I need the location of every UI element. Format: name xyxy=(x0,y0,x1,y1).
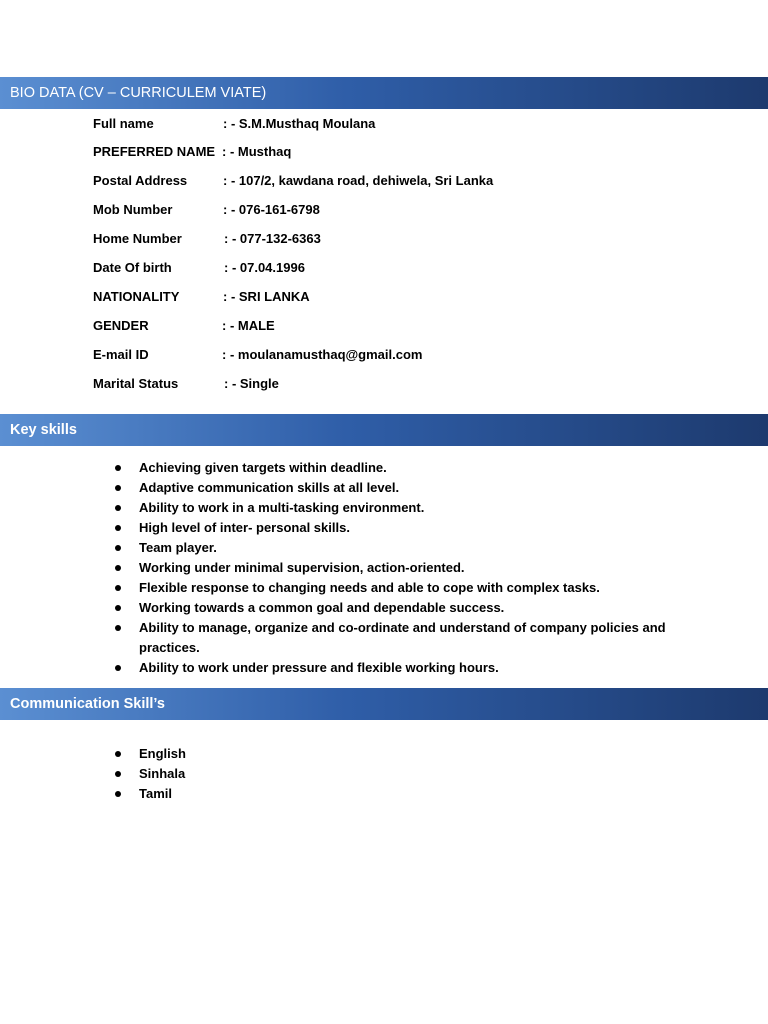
bio-label: Postal Address xyxy=(93,173,188,188)
bio-label: Home Number xyxy=(93,231,182,246)
communication-skills-list xyxy=(0,744,768,804)
bullet-icon xyxy=(115,585,121,591)
key-skills-list xyxy=(0,458,768,678)
bio-label: PREFERRED NAME xyxy=(93,144,216,159)
bio-value: : - SRI LANKA xyxy=(223,289,310,304)
list-item xyxy=(0,744,699,764)
bullet-icon xyxy=(115,665,121,671)
bio-value: : - 107/2, kawdana road, dehiwela, Sri Lanka xyxy=(223,173,494,188)
bullet-icon xyxy=(115,771,121,777)
skill-text: Ability to work in a multi-tasking environment. xyxy=(139,500,425,515)
bio-label: GENDER xyxy=(93,318,149,333)
skill-text: Flexible response to changing needs and able to cope with complex tasks. xyxy=(139,580,600,595)
skill-text: Achieving given targets within deadline. xyxy=(139,460,387,475)
list-item xyxy=(0,764,699,784)
skill-text: Working towards a common goal and dependable success. xyxy=(139,600,505,615)
language-text: Sinhala xyxy=(139,766,186,781)
bio-value: : - Musthaq xyxy=(222,144,292,159)
bio-label: Marital Status xyxy=(93,376,179,391)
skill-text: Ability to work under pressure and flexible working hours. xyxy=(139,660,499,675)
list-item xyxy=(0,618,699,658)
list-item xyxy=(0,518,699,538)
list-item xyxy=(0,578,699,598)
language-text: English xyxy=(139,746,186,761)
bio-value: : - 077-132-6363 xyxy=(224,231,321,246)
bullet-icon xyxy=(115,465,121,471)
bullet-icon xyxy=(115,751,121,757)
bio-label: Full name xyxy=(93,116,154,131)
skill-text: Team player. xyxy=(139,540,217,555)
bullet-icon xyxy=(115,791,121,797)
skill-text: Adaptive communication skills at all level. xyxy=(139,480,400,495)
bio-value: : - 07.04.1996 xyxy=(224,260,305,275)
skill-text: Working under minimal supervision, action-oriented. xyxy=(139,560,465,575)
bullet-icon xyxy=(115,565,121,571)
bio-value: : - 076-161-6798 xyxy=(223,202,320,217)
bio-value: : - moulanamusthaq@gmail.com xyxy=(222,347,423,362)
bio-data-header: BIO DATA (CV – CURRICULEM VIATE) xyxy=(0,77,768,109)
bio-value: : - MALE xyxy=(222,318,275,333)
bio-label: Date Of birth xyxy=(93,260,172,275)
skill-text: High level of inter- personal skills. xyxy=(139,520,350,535)
bullet-icon xyxy=(115,505,121,511)
bullet-icon xyxy=(115,525,121,531)
bio-value: : - S.M.Musthaq Moulana xyxy=(223,116,376,131)
bullet-icon xyxy=(115,605,121,611)
list-item xyxy=(0,784,699,804)
list-item xyxy=(0,458,699,478)
bio-value: : - Single xyxy=(224,376,279,391)
bullet-icon xyxy=(115,545,121,551)
list-item xyxy=(0,478,699,498)
language-text: Tamil xyxy=(139,786,172,801)
skill-text: Ability to manage, organize and co-ordinate and understand of company policies and practices. xyxy=(139,620,666,655)
communication-skills-header: Communication Skill’s xyxy=(0,688,768,720)
bio-label: Mob Number xyxy=(93,202,173,217)
bullet-icon xyxy=(115,485,121,491)
key-skills-header: Key skills xyxy=(0,414,768,446)
list-item xyxy=(0,598,699,618)
list-item xyxy=(0,658,699,678)
bio-label: E-mail ID xyxy=(93,347,149,362)
list-item xyxy=(0,498,699,518)
bio-label: NATIONALITY xyxy=(93,289,180,304)
list-item xyxy=(0,538,699,558)
bullet-icon xyxy=(115,625,121,631)
list-item xyxy=(0,558,699,578)
